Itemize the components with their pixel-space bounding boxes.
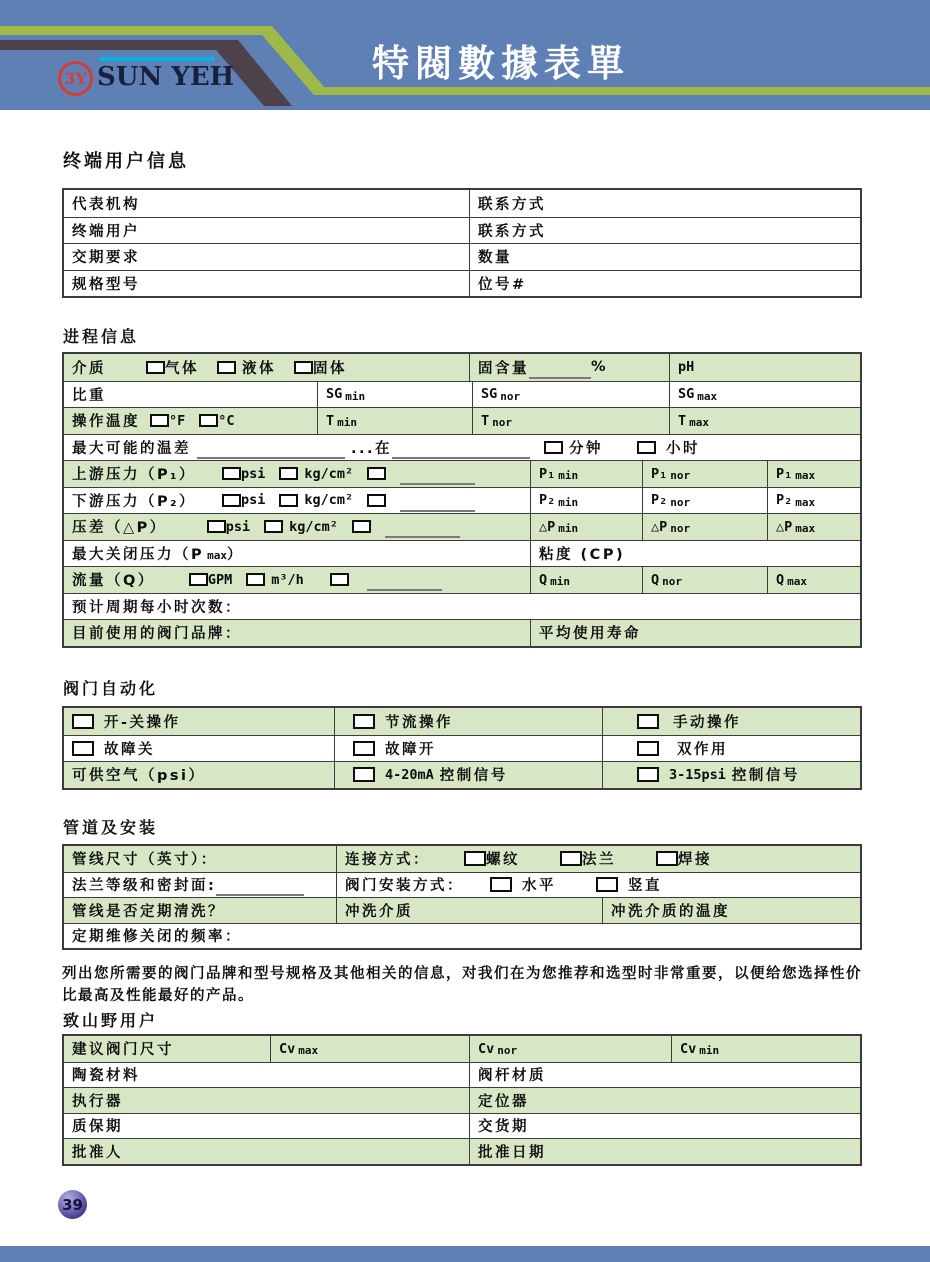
checkbox-kgcm2[interactable]	[279, 494, 298, 507]
checkbox-fail-close[interactable]	[72, 741, 94, 756]
checkbox-fail-open[interactable]	[353, 741, 375, 756]
form-cell	[64, 382, 317, 408]
checkbox-label: 开-关操作	[104, 714, 181, 731]
section-title-piping: 管道及安装	[63, 818, 159, 837]
form-cell	[64, 594, 860, 620]
section-title-sunyeh: 致山野用户	[63, 1011, 159, 1030]
cell-label: 粘度 (CP)	[539, 546, 626, 563]
cell-label: 最大可能的温差	[72, 440, 191, 457]
table-row	[64, 1087, 860, 1113]
form-cell	[472, 382, 669, 408]
form-cell	[671, 1036, 860, 1062]
table-row	[64, 1113, 860, 1139]
cell-sublabel: min	[558, 469, 579, 483]
form-cell	[336, 898, 602, 923]
cell-label: 终端用户	[72, 223, 140, 240]
form-cell	[64, 354, 469, 381]
form-cell	[64, 541, 530, 567]
checkbox-gas[interactable]	[146, 361, 165, 374]
form-cell	[469, 271, 860, 297]
form-cell	[334, 736, 602, 762]
table-row	[64, 217, 860, 244]
cell-sublabel: min	[558, 495, 579, 509]
blank-line[interactable]	[197, 444, 345, 459]
checkbox-signal-315psi[interactable]	[637, 767, 659, 782]
checkbox-gpm[interactable]	[189, 573, 208, 586]
form-cell	[472, 408, 669, 434]
cell-sublabel: max	[697, 389, 718, 403]
cell-label: SG	[326, 386, 343, 403]
form-cell	[334, 708, 602, 735]
checkbox-throttle[interactable]	[353, 714, 375, 729]
form-cell	[530, 461, 642, 487]
cell-label: T	[678, 412, 687, 429]
form-cell	[64, 898, 336, 923]
cell-label: T	[326, 412, 335, 429]
form-cell	[64, 736, 334, 762]
cell-label: 法兰等级和密封面:	[72, 878, 217, 895]
checkbox-flange[interactable]	[560, 851, 582, 866]
checkbox-label: 固体	[313, 360, 347, 377]
form-cell	[642, 461, 767, 487]
checkbox-minutes[interactable]	[544, 441, 563, 454]
checkbox-other-unit[interactable]	[367, 467, 386, 480]
cell-label: 可供空气（psi）	[72, 768, 206, 785]
cell-label: 定期维修关闭的频率：	[72, 929, 242, 946]
cell-label: SG	[678, 386, 695, 403]
checkbox-label: 气体	[165, 360, 199, 377]
form-cell	[767, 461, 860, 487]
cell-sublabel: nor	[670, 495, 691, 509]
checkbox-on-off[interactable]	[72, 714, 94, 729]
form-cell	[530, 514, 642, 540]
cell-sublabel: max	[795, 495, 816, 509]
cell-label: ）	[227, 546, 245, 563]
form-cell	[317, 382, 472, 408]
form-cell	[669, 408, 860, 434]
cell-sublabel: max	[298, 1044, 319, 1058]
cell-label: pH	[678, 359, 695, 376]
cell-label: 平均使用寿命	[539, 626, 641, 643]
cell-label: 管线尺寸（英寸）：	[72, 852, 218, 869]
form-cell	[469, 1063, 860, 1088]
cell-sublabel: max	[207, 548, 228, 562]
cell-label: 建议阀门尺寸	[72, 1042, 174, 1059]
form-cell	[469, 1139, 860, 1164]
form-cell	[64, 567, 530, 593]
form-cell	[64, 708, 334, 735]
cell-sublabel: max	[795, 522, 816, 536]
table-row	[64, 735, 860, 762]
form-cell	[469, 1088, 860, 1113]
checkbox-manual[interactable]	[637, 714, 659, 729]
cell-label: 数量	[478, 250, 512, 267]
checkbox-horizontal[interactable]	[490, 877, 512, 892]
checkbox-kgcm2[interactable]	[264, 520, 283, 533]
cell-label: 批准日期	[478, 1144, 546, 1161]
cell-label: Q	[776, 571, 785, 588]
checkbox-solid[interactable]	[294, 361, 313, 374]
checkbox-label: psi	[240, 465, 266, 482]
checkbox-label: psi	[225, 518, 251, 535]
cell-label: P₂	[539, 492, 556, 509]
bottom-bar	[0, 1246, 930, 1262]
checkbox-label: °C	[218, 412, 235, 429]
table-row	[64, 566, 860, 593]
checkbox-psi[interactable]	[207, 520, 226, 533]
cell-label: 交期要求	[72, 250, 140, 267]
checkbox-psi[interactable]	[222, 494, 241, 507]
form-cell	[602, 762, 860, 788]
form-cell	[270, 1036, 469, 1062]
cell-sublabel: nor	[492, 416, 513, 430]
checkbox-label: 故障开	[385, 741, 436, 758]
note-paragraph: 列出您所需要的阀门品牌和型号规格及其他相关的信息，对我们在为您推荐和选型时非常重要，以便给您选择性价比最高及性能最好的产品。	[62, 966, 862, 1004]
cell-label: 交货期	[478, 1119, 529, 1136]
cell-label: P₂	[651, 492, 668, 509]
form-cell	[767, 567, 860, 593]
table-row	[64, 243, 860, 270]
form-cell	[64, 435, 860, 461]
table-row	[64, 354, 860, 381]
process-table	[62, 352, 862, 648]
cell-label: 定位器	[478, 1093, 529, 1110]
page-number: 39	[62, 1195, 83, 1214]
cell-label: 代表机构	[72, 196, 140, 213]
form-cell	[334, 762, 602, 788]
blank-line[interactable]	[216, 881, 304, 896]
cell-label: 下游压力（P₂）	[72, 493, 196, 510]
automation-table	[62, 706, 862, 790]
checkbox-psi[interactable]	[222, 467, 241, 480]
cell-sublabel: nor	[662, 575, 683, 589]
checkbox-label: 小时	[666, 440, 701, 457]
checkbox-label: kg/cm²	[304, 492, 354, 509]
form-cell	[336, 873, 860, 898]
table-row	[64, 708, 860, 735]
cell-sublabel: max	[795, 469, 816, 483]
checkbox-label: GPM	[207, 571, 233, 588]
checkbox-other-unit[interactable]	[352, 520, 371, 533]
table-row	[64, 434, 860, 461]
blank-line[interactable]	[400, 470, 475, 485]
form-cell	[317, 408, 472, 434]
table-row	[64, 270, 860, 297]
cell-sublabel: max	[689, 416, 710, 430]
form-cell	[336, 846, 860, 872]
table-row	[64, 846, 860, 872]
form-cell	[469, 354, 669, 381]
checkbox-label: 节流操作	[385, 714, 453, 731]
form-cell	[642, 567, 767, 593]
cell-label: SG	[481, 386, 498, 403]
cell-label: 冲洗介质	[345, 903, 413, 920]
checkbox-weld[interactable]	[656, 851, 678, 866]
cell-label: 管线是否定期清洗？	[72, 903, 225, 920]
table-row	[64, 460, 860, 487]
cell-label: Q	[539, 571, 548, 588]
blank-line[interactable]	[529, 364, 591, 379]
cell-label: 流量（Q）	[72, 573, 155, 590]
table-row	[64, 1036, 860, 1062]
form-cell	[602, 898, 860, 923]
table-row	[64, 593, 860, 620]
cell-label: P₁	[651, 465, 668, 482]
cell-label: Cv	[478, 1040, 495, 1057]
checkbox-hours[interactable]	[637, 441, 656, 454]
cell-label: Cv	[680, 1040, 697, 1057]
cell-sublabel: nor	[497, 1044, 518, 1058]
table-row	[64, 487, 860, 514]
form-cell	[64, 244, 469, 270]
cell-label: 位号#	[478, 276, 527, 293]
cell-label: P₁	[539, 465, 556, 482]
blank-line[interactable]	[400, 497, 475, 512]
form-cell	[669, 354, 860, 381]
table-row	[64, 513, 860, 540]
cell-label: Cv	[279, 1040, 296, 1057]
form-cell	[602, 736, 860, 762]
cell-sublabel: max	[787, 575, 808, 589]
form-cell	[64, 514, 530, 540]
form-cell	[642, 514, 767, 540]
form-cell	[64, 873, 336, 898]
cell-sublabel: nor	[670, 469, 691, 483]
form-cell	[469, 190, 860, 217]
form-cell	[64, 762, 334, 788]
table-row	[64, 381, 860, 408]
section-title-end-user: 终端用户信息	[63, 151, 189, 172]
cell-label: Q	[651, 571, 660, 588]
form-cell	[469, 218, 860, 244]
form-cell	[64, 190, 469, 217]
cell-label: 介质	[72, 360, 106, 377]
form-cell	[767, 514, 860, 540]
form-cell	[64, 1139, 469, 1164]
sunyeh-table	[62, 1034, 862, 1166]
cell-sublabel: min	[699, 1044, 720, 1058]
form-cell	[469, 244, 860, 270]
table-row	[64, 1138, 860, 1164]
cell-sublabel: min	[337, 416, 358, 430]
checkbox-fahrenheit[interactable]	[150, 414, 169, 427]
cell-label: 目前使用的阀门品牌：	[72, 626, 242, 643]
percent-sign: %	[591, 359, 609, 376]
checkbox-vertical[interactable]	[596, 877, 618, 892]
checkbox-label: 竖直	[628, 878, 662, 895]
cell-label: 执行器	[72, 1093, 123, 1110]
cell-label: 连接方式：	[345, 852, 430, 869]
table-row	[64, 407, 860, 434]
checkbox-label: 水平	[522, 878, 556, 895]
checkbox-liquid[interactable]	[217, 361, 236, 374]
form-cell	[64, 218, 469, 244]
cell-sublabel: min	[558, 522, 579, 536]
table-row	[64, 897, 860, 923]
checkbox-label: 控制信号	[439, 768, 508, 785]
logo-3y-text: 3Y	[64, 69, 87, 88]
cell-label: 最大关闭压力（P	[72, 546, 205, 563]
checkbox-label: 4-20mA	[385, 766, 434, 783]
cell-label: ...在	[351, 440, 393, 457]
section-title-automation: 阀门自动化	[63, 679, 159, 698]
form-cell	[64, 620, 530, 646]
cell-label: 冲洗介质的温度	[611, 903, 730, 920]
cell-label: 批准人	[72, 1144, 123, 1161]
checkbox-label: 3-15psi	[669, 766, 726, 783]
header-banner	[0, 0, 930, 110]
cell-label: T	[481, 412, 490, 429]
table-row	[64, 872, 860, 898]
checkbox-label: 双作用	[677, 741, 728, 758]
table-row	[64, 619, 860, 646]
cell-sublabel: min	[550, 575, 571, 589]
table-row	[64, 761, 860, 788]
cell-label: 预计周期每小时次数：	[72, 599, 242, 616]
checkbox-label: 焊接	[678, 852, 712, 869]
cell-label: 质保期	[72, 1119, 123, 1136]
checkbox-signal-420ma[interactable]	[353, 767, 375, 782]
checkbox-label: 手动操作	[673, 714, 741, 731]
cell-label: 联系方式	[478, 196, 546, 213]
cell-sublabel: nor	[500, 389, 521, 403]
form-cell	[64, 1114, 469, 1139]
checkbox-label: 分钟	[569, 440, 604, 457]
page-number-badge	[58, 1190, 87, 1219]
cell-label: 固含量	[478, 360, 529, 377]
form-cell	[530, 620, 860, 646]
form-cell	[469, 1036, 671, 1062]
form-cell	[64, 271, 469, 297]
brand-name: SUN YEH	[97, 62, 235, 92]
checkbox-kgcm2[interactable]	[279, 467, 298, 480]
checkbox-m3h[interactable]	[246, 573, 265, 586]
table-row	[64, 190, 860, 217]
table-row	[64, 1062, 860, 1088]
checkbox-label: m³/h	[271, 571, 304, 588]
form-cell	[669, 382, 860, 408]
cell-label: 上游压力（P₁）	[72, 467, 196, 484]
piping-table	[62, 844, 862, 950]
form-cell	[64, 1036, 270, 1062]
form-cell	[530, 541, 860, 567]
checkbox-thread[interactable]	[464, 851, 486, 866]
end-user-table	[62, 188, 862, 298]
table-row	[64, 540, 860, 567]
sunyeh-logo-monogram	[58, 61, 93, 96]
form-cell	[64, 461, 530, 487]
cell-label: P₁	[776, 465, 793, 482]
checkbox-double-acting[interactable]	[637, 741, 659, 756]
cell-label: △P	[539, 518, 556, 535]
cell-label: 规格型号	[72, 276, 140, 293]
checkbox-label: kg/cm²	[289, 518, 338, 535]
cell-sublabel: nor	[670, 522, 691, 536]
form-cell	[602, 708, 860, 735]
cell-label: P₂	[776, 492, 793, 509]
checkbox-celsius[interactable]	[199, 414, 218, 427]
blank-line[interactable]	[367, 576, 442, 591]
cell-label: 阀杆材质	[478, 1068, 546, 1085]
cell-label: △P	[776, 518, 793, 535]
cell-label: 阀门安装方式：	[345, 878, 464, 895]
checkbox-label: 控制信号	[731, 768, 800, 785]
cell-label: 操作温度	[72, 414, 140, 431]
checkbox-label: 液体	[242, 360, 276, 377]
checkbox-label: psi	[240, 492, 266, 509]
form-cell	[64, 408, 317, 434]
logo-cyan-bar	[99, 57, 214, 61]
form-cell	[64, 846, 336, 872]
checkbox-label: kg/cm²	[304, 465, 354, 482]
blank-line[interactable]	[392, 444, 530, 459]
form-cell	[64, 488, 530, 514]
checkbox-label: °F	[169, 412, 186, 429]
section-title-process: 进程信息	[63, 327, 140, 346]
checkbox-label: 故障关	[104, 741, 155, 758]
cell-label: 比重	[72, 387, 106, 404]
cell-label: △P	[651, 518, 668, 535]
form-cell	[64, 1063, 469, 1088]
cell-label: 陶瓷材料	[72, 1068, 140, 1085]
cell-label: 压差（△P）	[72, 520, 167, 537]
form-cell	[530, 567, 642, 593]
cell-label: 联系方式	[478, 223, 546, 240]
page-title: 特閥數據表單	[372, 42, 630, 85]
table-row	[64, 923, 860, 949]
form-cell	[530, 488, 642, 514]
form-cell	[642, 488, 767, 514]
checkbox-label: 法兰	[582, 852, 616, 869]
checkbox-other-unit[interactable]	[367, 494, 386, 507]
cell-sublabel: min	[345, 389, 366, 403]
form-cell	[767, 488, 860, 514]
checkbox-other-unit[interactable]	[330, 573, 349, 586]
form-cell	[469, 1114, 860, 1139]
form-cell	[64, 1088, 469, 1113]
blank-line[interactable]	[385, 523, 460, 538]
form-cell	[64, 924, 860, 949]
checkbox-label: 螺纹	[486, 852, 520, 869]
